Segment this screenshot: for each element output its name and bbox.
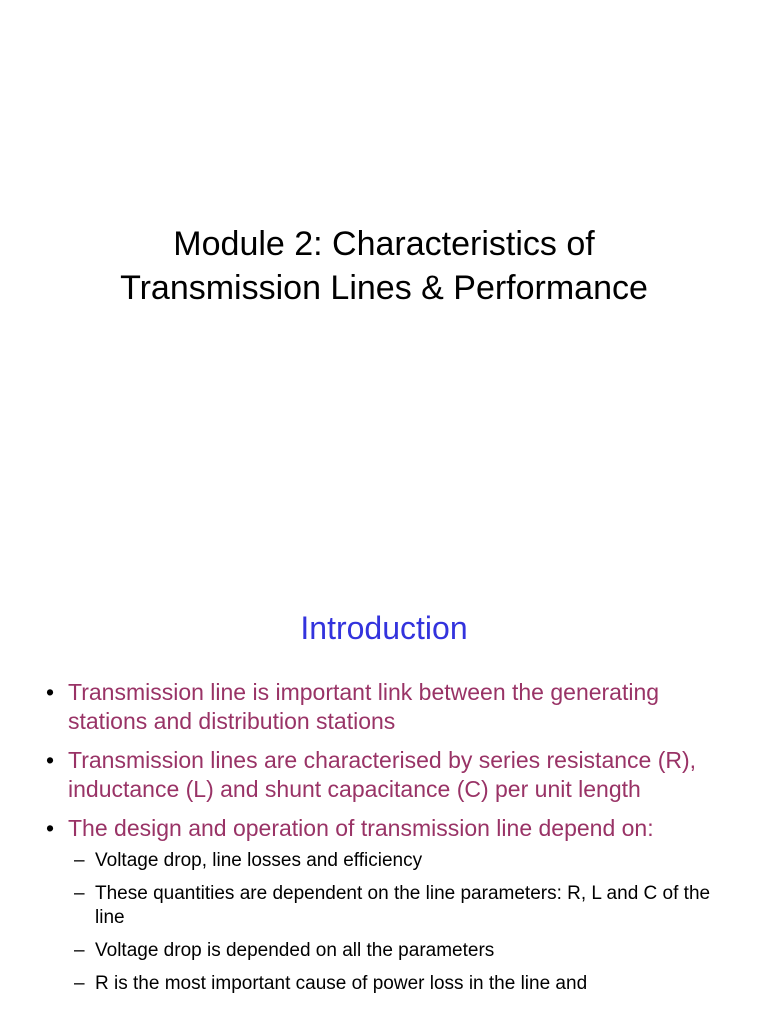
- sub-bullet-list: [74, 849, 736, 996]
- bullet-item: [46, 678, 736, 736]
- title-line-1: Module 2: Characteristics of: [173, 225, 595, 263]
- sub-bullet-text: Voltage drop is depended on all the parameters: [95, 940, 495, 961]
- slide-heading: Introduction: [300, 610, 468, 646]
- slide-title: [0, 222, 768, 310]
- sub-bullet-marker: –: [74, 973, 85, 994]
- bullet-text: Transmission line is important link between the generating stations and distribution stations: [68, 679, 660, 734]
- sub-bullet-item: [74, 972, 736, 996]
- sub-bullet-marker: –: [74, 940, 85, 961]
- sub-bullet-item: [74, 849, 736, 873]
- bullet-list: [46, 678, 736, 1006]
- sub-bullet-marker: –: [74, 883, 85, 904]
- sub-bullet-text: These quantities are dependent on the line parameters: R, L and C of the line: [95, 883, 711, 928]
- title-line-2: Transmission Lines & Performance: [120, 269, 648, 307]
- sub-bullet-marker: –: [74, 850, 85, 871]
- bullet-text: Transmission lines are characterised by series resistance (R), inductance (L) and shunt capacitance (C) per unit length: [68, 747, 697, 802]
- bullet-item: [46, 814, 736, 996]
- sub-bullet-text: Voltage drop, line losses and efficiency: [95, 850, 423, 871]
- bullet-marker: •: [46, 747, 55, 773]
- introduction-slide: [0, 576, 768, 1024]
- bullet-item: [46, 746, 736, 804]
- sub-bullet-item: [74, 882, 736, 930]
- bullet-marker: •: [46, 815, 55, 841]
- sub-bullet-item: [74, 939, 736, 963]
- bullet-marker: •: [46, 679, 55, 705]
- bullet-text: The design and operation of transmission line depend on:: [68, 815, 654, 841]
- sub-bullet-text: R is the most important cause of power loss in the line and: [95, 973, 588, 994]
